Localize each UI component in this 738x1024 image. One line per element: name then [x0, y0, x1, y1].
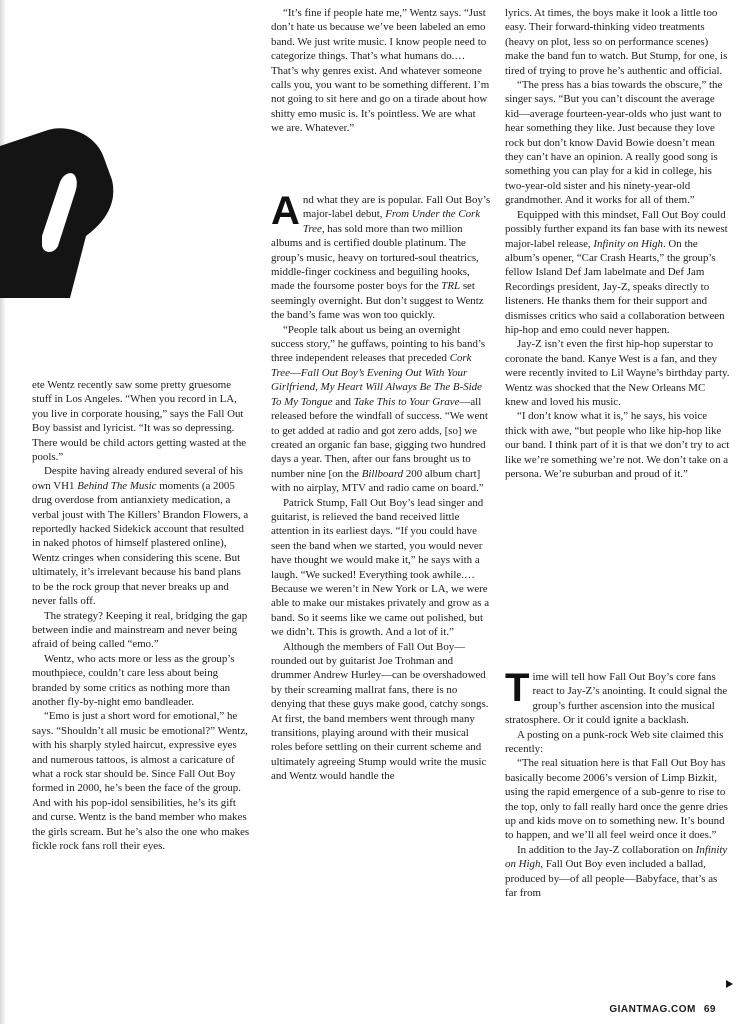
paragraph: Equipped with this mindset, Fall Out Boy could possibly further expand its fan base with its newest major-label release, Infinity on High. On the album’s opener, “Car Crash Hearts,” the group’s fellow Island Def Jam labelmate and Def Jam Recordings president, Jay-Z, speaks directly to listeners. He thanks them for their support and dismisses critics who said a collaboration between hip-hop and emo could never happen. — [505, 208, 728, 336]
paragraph: Jay-Z isn’t even the first hip-hop superstar to coronate the band. Kanye West is a fan, and they were recently invited to Lil Wayne’s birthday party. Wentz was shocked that the New Orleans MC knew and loved his music. — [505, 338, 730, 408]
paragraph: And what they are is popular. Fall Out Boy’s major-label debut, From Under the Cork Tree, has sold more than two million albums and is certified double platinum. The group’s music, heavy on tortured-soul theatrics, middle-finger cockiness and beguiling hooks, made the foursome poster boys for the TRL set seemingly overnight. But don’t suggest to Wentz the band’s fame was won too quickly. — [271, 189, 491, 322]
article-column-3-section — [505, 666, 731, 901]
paragraph: Although the members of Fall Out Boy—rounded out by guitarist Joe Trohman and drummer Andrew Hurley—can be overshadowed by their screaming mallrat fans, there is no denying that these guys make good, catchy songs. At first, the band members went through many transitions, playing around with their musical roles before settling on their current scheme and ultimately agreeing Stump would write the music and Wentz would handle the — [271, 640, 489, 783]
paragraph: Despite having already endured several of his own VH1 Behind The Music moments (a 2005 drug overdose from antianxiety medication, a verbal joust with The Killers’ Brandon Flowers, a reportedly hacked Sidekick account that resulted in naked photos of himself plastered online), Wentz cringes when considering this scene. But ultimately, it’s irrelevant because his band plans to be the rock group that never breaks up and never falls off. — [32, 465, 249, 608]
initial-letter-graphic — [0, 128, 120, 298]
article-column-2-top — [271, 6, 491, 136]
article-column-1 — [32, 378, 250, 853]
continue-arrow-icon — [726, 980, 733, 988]
paragraph: “It’s fine if people hate me,” Wentz says. “Just don’t hate us because we’ve been labeled an emo band. We just write music. I know people need to categorize things. That’s what humans do.…That’s why genres exist. And whatever someone calls you, you want to be something different. I’m not going to sit here and go on a tirade about how shitty emo music is. It’s pointless. We are what we are. Whatever.” — [271, 7, 490, 135]
paragraph: Wentz, who acts more or less as the group’s mouthpiece, couldn’t care less about being branded by some critics as nothing more than another fly-by-night emo bandleader. — [32, 652, 235, 708]
page-folio — [609, 1004, 716, 1015]
article-column-3-top — [505, 6, 731, 481]
drop-cap: A — [271, 189, 300, 233]
paragraph: The strategy? Keeping it real, bridging the gap between indie and mainstream and never being afraid of being called “emo.” — [32, 609, 248, 651]
page-number: 69 — [703, 1004, 716, 1015]
paragraph: ete Wentz recently saw some pretty gruesome stuff in Los Angeles. “When you record in LA, you live in corporate housing,” says the Fall Out Boy bassist and lyricist. “It was so depressing. There would be child actors getting wasted at the pools.” — [32, 379, 247, 464]
paragraph: “I don’t know what it is,” he says, his voice thick with awe, “but people who like hip-hop like our band. I think part of it is that we don’t try to act like we’re something we’re not. We don’t take on a persona. We’re suburban and proud of it.” — [505, 410, 730, 480]
paragraph: Time will tell how Fall Out Boy’s core fans react to Jay-Z’s anointing. It could signal the group’s further ascension into the musical stratosphere. Or it could ignite a backlash. — [505, 666, 728, 727]
paragraph: “The press has a bias towards the obscure,” the singer says. “But you can’t discount the average kid—average fourteen-year-olds who just want to hear something they like. Just because they love rock but don’t know David Bowie doesn’t mean they can’t have an opinion. A really good song is something you can play for a kid in college, his two-year-old sister and his ninety-year-old grandmother. And it works for all of them.” — [505, 79, 723, 207]
paragraph: In addition to the Jay-Z collaboration on Infinity on High, Fall Out Boy even included a ballad, produced by—of all people—Babyface, that’s as far from — [505, 843, 728, 900]
paragraph: lyrics. At times, the boys make it look a little too easy. Their forward-thinking video treatments (heavy on plot, less so on performance scenes) make the band fun to watch. But Stump, for one, is tired of trying to prove he’s authentic and official. — [505, 7, 728, 77]
drop-cap: T — [505, 666, 530, 710]
paragraph: A posting on a punk-rock Web site claimed this recently: — [505, 728, 724, 756]
paragraph: “People talk about us being an overnight success story,” he guffaws, pointing to his band’s three independent releases that preceded Cork Tree—Fall Out Boy’s Evening Out With Your Girlfriend, My Heart Will Always Be The B-Side To My Tongue and Take This to Your Grave—all released before the windfall of success. “We went to get added at radio and got zero adds, [so] we created an organic fan base, gigging two hundred days a year. Then, after our fans brought us to number nine [on the Billboard 200 album chart] with no airplay, MTV and radio came on board.” — [271, 323, 488, 495]
paragraph: Patrick Stump, Fall Out Boy’s lead singer and guitarist, is relieved the band received little attention in its earliest days. “If you could have seen the band when we started, you would never have thought we would make it,” he says with a laugh. “We sucked! Everything took awhile.…Because we weren’t in New York or LA, we were able to make our mistakes privately and grow as a band. So it seems like we came out polished, but we didn’t. This is growth. And a lot of it.” — [271, 496, 490, 639]
article-column-2-section — [271, 189, 491, 784]
folio-site: GIANTMAG.COM — [609, 1004, 696, 1015]
paragraph: “Emo is just a short word for emotional,” he says. “Shouldn’t all music be emotional?” Wentz, with his sharply styled haircut, expressive eyes and numerous tattoos, is almost a caricature of what a rock star should be. Since Fall Out Boy formed in 2000, he’s been the face of the group. And with his pop-idol sensibilities, he’s its gift and curse. Wentz is the band member who makes the girls scream. But he’s also the one who makes fickle rock fans roll their eyes. — [32, 710, 250, 852]
paragraph: “The real situation here is that Fall Out Boy has basically become 2006’s version of Limp Bizkit, using the rapid emergence of a sub-genre to rise to the top, only to fall really hard once the genre dries up and kids move on to something new. It’s bound to happen, and we’ll all feel weird once it does.” — [505, 757, 728, 842]
